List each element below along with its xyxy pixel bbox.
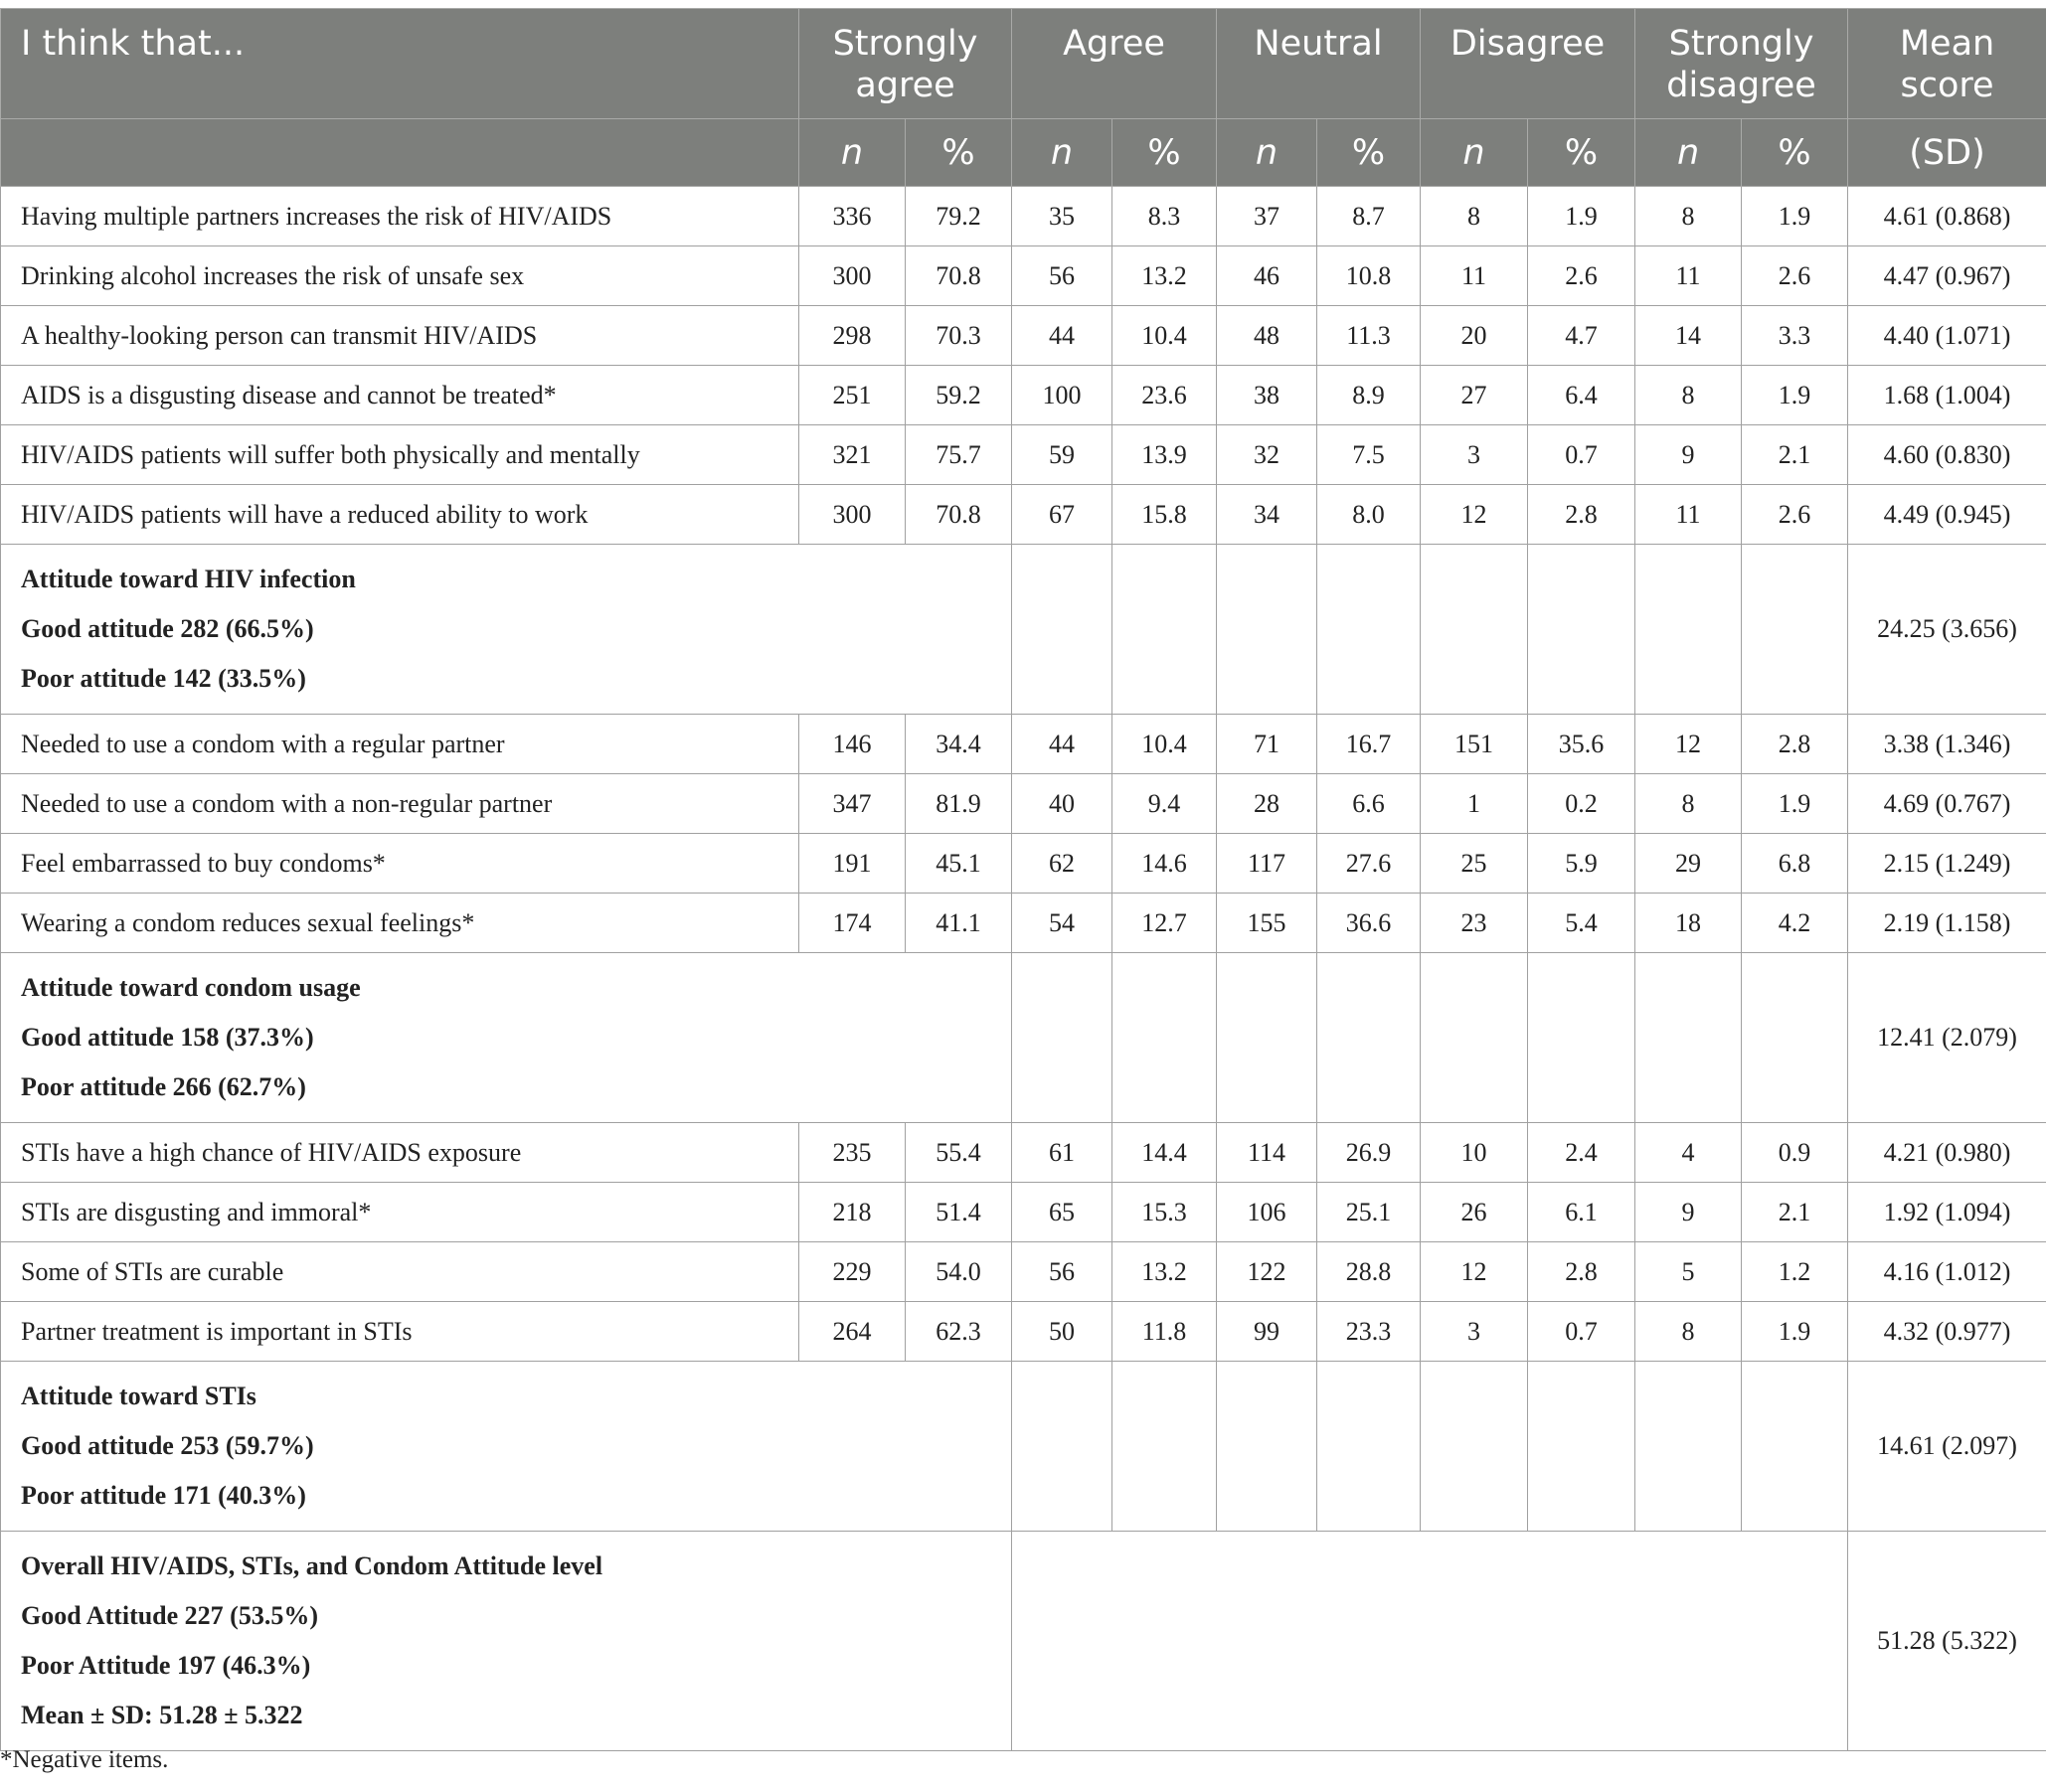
empty-cell (1012, 1532, 1848, 1751)
cell-sa-n: 191 (799, 834, 906, 894)
cell-sa-p: 41.1 (906, 894, 1012, 953)
cell-sd-n: 4 (1635, 1123, 1742, 1183)
empty-cell (1528, 1362, 1635, 1532)
cell-d-n: 11 (1421, 246, 1528, 306)
cell-ne-p: 26.9 (1317, 1123, 1421, 1183)
header-row-2 (1, 119, 2046, 187)
cell-ne-n: 155 (1217, 894, 1317, 953)
table-row (1, 1302, 2046, 1362)
item-label: AIDS is a disgusting disease and cannot be treated* (1, 366, 799, 425)
summary-row (1, 545, 2046, 715)
cell-a-n: 35 (1012, 187, 1112, 246)
cell-a-p: 9.4 (1112, 774, 1217, 834)
empty-cell (1528, 953, 1635, 1123)
table-row (1, 246, 2046, 306)
cell-d-n: 151 (1421, 715, 1528, 774)
summary-poor: Poor attitude 171 (40.3%) (21, 1481, 306, 1510)
cell-mean-score: 4.40 (1.071) (1848, 306, 2046, 366)
item-label: Needed to use a condom with a non-regular partner (1, 774, 799, 834)
cell-d-p: 5.4 (1528, 894, 1635, 953)
cell-mean-score: 4.61 (0.868) (1848, 187, 2046, 246)
cell-a-n: 59 (1012, 425, 1112, 485)
empty-cell (1317, 545, 1421, 715)
cell-sd-p: 0.9 (1742, 1123, 1848, 1183)
cell-d-p: 0.7 (1528, 1302, 1635, 1362)
empty-cell (1742, 953, 1848, 1123)
overall-meansd: Mean ± SD: 51.28 ± 5.322 (21, 1701, 303, 1729)
overall-row (1, 1532, 2046, 1751)
summary-label (1, 545, 1012, 715)
item-label: HIV/AIDS patients will have a reduced ability to work (1, 485, 799, 545)
table-row (1, 306, 2046, 366)
item-label: STIs have a high chance of HIV/AIDS exposure (1, 1123, 799, 1183)
empty-cell (1421, 1362, 1528, 1532)
cell-a-p: 15.3 (1112, 1183, 1217, 1242)
cell-ne-p: 10.8 (1317, 246, 1421, 306)
cell-sd-p: 1.2 (1742, 1242, 1848, 1302)
cell-a-p: 13.2 (1112, 246, 1217, 306)
cell-ne-n: 106 (1217, 1183, 1317, 1242)
cell-ne-n: 37 (1217, 187, 1317, 246)
cell-ne-p: 11.3 (1317, 306, 1421, 366)
header-item: I think that... (1, 9, 799, 119)
cell-a-n: 62 (1012, 834, 1112, 894)
cell-a-p: 10.4 (1112, 306, 1217, 366)
cell-sa-p: 62.3 (906, 1302, 1012, 1362)
cell-sa-p: 59.2 (906, 366, 1012, 425)
cell-mean-score: 1.68 (1.004) (1848, 366, 2046, 425)
summary-row (1, 1362, 2046, 1532)
cell-sa-n: 235 (799, 1123, 906, 1183)
cell-d-p: 5.9 (1528, 834, 1635, 894)
cell-ne-n: 34 (1217, 485, 1317, 545)
cell-a-p: 13.2 (1112, 1242, 1217, 1302)
header-n: n (1217, 119, 1317, 187)
cell-sa-n: 300 (799, 246, 906, 306)
header-sd: (SD) (1848, 119, 2046, 187)
attitude-table-container (0, 8, 2046, 1751)
cell-a-p: 11.8 (1112, 1302, 1217, 1362)
cell-ne-n: 32 (1217, 425, 1317, 485)
overall-poor: Poor Attitude 197 (46.3%) (21, 1651, 311, 1680)
cell-sa-n: 251 (799, 366, 906, 425)
cell-a-n: 65 (1012, 1183, 1112, 1242)
cell-a-p: 12.7 (1112, 894, 1217, 953)
empty-cell (1317, 1362, 1421, 1532)
cell-sd-n: 8 (1635, 187, 1742, 246)
cell-ne-n: 28 (1217, 774, 1317, 834)
cell-a-n: 44 (1012, 306, 1112, 366)
summary-poor: Poor attitude 266 (62.7%) (21, 1072, 306, 1101)
table-row (1, 774, 2046, 834)
cell-d-p: 6.4 (1528, 366, 1635, 425)
summary-title: Attitude toward condom usage (21, 973, 361, 1002)
empty-cell (1317, 953, 1421, 1123)
cell-sd-n: 14 (1635, 306, 1742, 366)
cell-ne-n: 117 (1217, 834, 1317, 894)
cell-ne-n: 46 (1217, 246, 1317, 306)
cell-sa-n: 229 (799, 1242, 906, 1302)
cell-a-n: 67 (1012, 485, 1112, 545)
cell-sa-n: 264 (799, 1302, 906, 1362)
summary-label (1, 953, 1012, 1123)
empty-cell (1742, 545, 1848, 715)
empty-cell (1528, 545, 1635, 715)
empty-cell (1635, 545, 1742, 715)
table-row (1, 1242, 2046, 1302)
footnote: *Negative items. (0, 1746, 169, 1773)
cell-a-n: 56 (1012, 1242, 1112, 1302)
cell-d-p: 2.8 (1528, 1242, 1635, 1302)
empty-cell (1012, 1362, 1112, 1532)
cell-sd-p: 2.1 (1742, 1183, 1848, 1242)
table-row (1, 366, 2046, 425)
empty-cell (1217, 545, 1317, 715)
summary-poor: Poor attitude 142 (33.5%) (21, 664, 306, 693)
cell-mean-score: 4.69 (0.767) (1848, 774, 2046, 834)
item-label: STIs are disgusting and immoral* (1, 1183, 799, 1242)
cell-a-n: 100 (1012, 366, 1112, 425)
cell-a-p: 10.4 (1112, 715, 1217, 774)
cell-sa-n: 174 (799, 894, 906, 953)
cell-d-n: 27 (1421, 366, 1528, 425)
cell-sd-p: 1.9 (1742, 187, 1848, 246)
cell-a-p: 15.8 (1112, 485, 1217, 545)
cell-sd-n: 5 (1635, 1242, 1742, 1302)
item-label: Having multiple partners increases the risk of HIV/AIDS (1, 187, 799, 246)
cell-ne-n: 114 (1217, 1123, 1317, 1183)
cell-sd-n: 8 (1635, 1302, 1742, 1362)
header-pct: % (1742, 119, 1848, 187)
header-n: n (1012, 119, 1112, 187)
cell-d-n: 25 (1421, 834, 1528, 894)
cell-a-n: 54 (1012, 894, 1112, 953)
cell-sd-n: 11 (1635, 246, 1742, 306)
cell-sd-n: 18 (1635, 894, 1742, 953)
cell-sa-p: 81.9 (906, 774, 1012, 834)
cell-a-p: 8.3 (1112, 187, 1217, 246)
cell-d-n: 12 (1421, 485, 1528, 545)
cell-sa-p: 70.8 (906, 485, 1012, 545)
empty-cell (1217, 953, 1317, 1123)
cell-ne-p: 25.1 (1317, 1183, 1421, 1242)
cell-ne-p: 16.7 (1317, 715, 1421, 774)
summary-good: Good attitude 282 (66.5%) (21, 614, 314, 643)
cell-sd-n: 9 (1635, 425, 1742, 485)
summary-row (1, 953, 2046, 1123)
summary-label (1, 1362, 1012, 1532)
header-mean-score: Mean score (1848, 9, 2046, 119)
table-row (1, 187, 2046, 246)
overall-label (1, 1532, 1012, 1751)
cell-a-n: 56 (1012, 246, 1112, 306)
cell-mean-score: 1.92 (1.094) (1848, 1183, 2046, 1242)
cell-d-n: 3 (1421, 1302, 1528, 1362)
cell-mean-score: 2.19 (1.158) (1848, 894, 2046, 953)
cell-sd-n: 11 (1635, 485, 1742, 545)
cell-a-p: 13.9 (1112, 425, 1217, 485)
cell-sa-p: 55.4 (906, 1123, 1012, 1183)
empty-cell (1635, 953, 1742, 1123)
cell-ne-p: 8.0 (1317, 485, 1421, 545)
cell-sd-n: 12 (1635, 715, 1742, 774)
cell-mean-score: 2.15 (1.249) (1848, 834, 2046, 894)
cell-d-n: 12 (1421, 1242, 1528, 1302)
cell-d-n: 8 (1421, 187, 1528, 246)
cell-d-p: 35.6 (1528, 715, 1635, 774)
summary-good: Good attitude 253 (59.7%) (21, 1431, 314, 1460)
empty-cell (1012, 953, 1112, 1123)
cell-ne-n: 48 (1217, 306, 1317, 366)
cell-sd-p: 1.9 (1742, 774, 1848, 834)
cell-sd-n: 8 (1635, 774, 1742, 834)
empty-cell (1112, 1362, 1217, 1532)
cell-d-n: 10 (1421, 1123, 1528, 1183)
cell-d-n: 26 (1421, 1183, 1528, 1242)
summary-mean: 14.61 (2.097) (1848, 1362, 2046, 1532)
summary-title: Attitude toward HIV infection (21, 565, 356, 593)
table-row (1, 1183, 2046, 1242)
cell-sd-p: 4.2 (1742, 894, 1848, 953)
empty-cell (1635, 1362, 1742, 1532)
header-strongly-agree: Strongly agree (799, 9, 1012, 119)
cell-sa-p: 79.2 (906, 187, 1012, 246)
cell-ne-p: 27.6 (1317, 834, 1421, 894)
cell-sa-p: 70.8 (906, 246, 1012, 306)
cell-mean-score: 4.32 (0.977) (1848, 1302, 2046, 1362)
cell-mean-score: 4.16 (1.012) (1848, 1242, 2046, 1302)
item-label: Needed to use a condom with a regular partner (1, 715, 799, 774)
item-label: Partner treatment is important in STIs (1, 1302, 799, 1362)
cell-d-p: 6.1 (1528, 1183, 1635, 1242)
cell-ne-p: 8.9 (1317, 366, 1421, 425)
cell-a-p: 23.6 (1112, 366, 1217, 425)
cell-sd-p: 2.6 (1742, 485, 1848, 545)
header-n: n (1635, 119, 1742, 187)
empty-cell (1112, 953, 1217, 1123)
attitude-table (0, 8, 2046, 1751)
cell-sa-n: 146 (799, 715, 906, 774)
item-label: Drinking alcohol increases the risk of unsafe sex (1, 246, 799, 306)
cell-mean-score: 4.60 (0.830) (1848, 425, 2046, 485)
cell-ne-p: 7.5 (1317, 425, 1421, 485)
summary-mean: 12.41 (2.079) (1848, 953, 2046, 1123)
item-label: HIV/AIDS patients will suffer both physically and mentally (1, 425, 799, 485)
cell-a-n: 44 (1012, 715, 1112, 774)
table-row (1, 834, 2046, 894)
cell-d-p: 4.7 (1528, 306, 1635, 366)
header-pct: % (906, 119, 1012, 187)
cell-sd-p: 1.9 (1742, 366, 1848, 425)
header-strongly-disagree: Strongly disagree (1635, 9, 1848, 119)
cell-sa-n: 300 (799, 485, 906, 545)
cell-mean-score: 4.47 (0.967) (1848, 246, 2046, 306)
cell-a-p: 14.6 (1112, 834, 1217, 894)
cell-d-n: 23 (1421, 894, 1528, 953)
cell-ne-n: 38 (1217, 366, 1317, 425)
cell-a-n: 40 (1012, 774, 1112, 834)
cell-mean-score: 3.38 (1.346) (1848, 715, 2046, 774)
empty-cell (1421, 545, 1528, 715)
cell-sd-p: 2.1 (1742, 425, 1848, 485)
overall-good: Good Attitude 227 (53.5%) (21, 1601, 318, 1630)
cell-d-n: 1 (1421, 774, 1528, 834)
cell-ne-p: 6.6 (1317, 774, 1421, 834)
item-label: Feel embarrassed to buy condoms* (1, 834, 799, 894)
cell-sa-n: 218 (799, 1183, 906, 1242)
cell-d-p: 2.6 (1528, 246, 1635, 306)
cell-d-p: 1.9 (1528, 187, 1635, 246)
cell-sd-n: 29 (1635, 834, 1742, 894)
overall-title: Overall HIV/AIDS, STIs, and Condom Attitude level (21, 1551, 603, 1580)
cell-sd-p: 2.6 (1742, 246, 1848, 306)
header-agree: Agree (1012, 9, 1217, 119)
header-pct: % (1528, 119, 1635, 187)
empty-cell (1012, 545, 1112, 715)
table-row (1, 894, 2046, 953)
item-label: Some of STIs are curable (1, 1242, 799, 1302)
summary-mean: 24.25 (3.656) (1848, 545, 2046, 715)
cell-ne-p: 28.8 (1317, 1242, 1421, 1302)
cell-a-n: 61 (1012, 1123, 1112, 1183)
summary-good: Good attitude 158 (37.3%) (21, 1023, 314, 1052)
header-pct: % (1317, 119, 1421, 187)
item-label: A healthy-looking person can transmit HIV/AIDS (1, 306, 799, 366)
cell-ne-p: 36.6 (1317, 894, 1421, 953)
item-label: Wearing a condom reduces sexual feelings* (1, 894, 799, 953)
cell-mean-score: 4.21 (0.980) (1848, 1123, 2046, 1183)
cell-ne-n: 99 (1217, 1302, 1317, 1362)
cell-d-n: 20 (1421, 306, 1528, 366)
cell-mean-score: 4.49 (0.945) (1848, 485, 2046, 545)
header-row-1 (1, 9, 2046, 119)
summary-title: Attitude toward STIs (21, 1382, 256, 1410)
cell-d-p: 0.7 (1528, 425, 1635, 485)
cell-d-p: 0.2 (1528, 774, 1635, 834)
cell-a-n: 50 (1012, 1302, 1112, 1362)
cell-sa-n: 298 (799, 306, 906, 366)
cell-ne-n: 122 (1217, 1242, 1317, 1302)
cell-ne-p: 23.3 (1317, 1302, 1421, 1362)
cell-d-p: 2.4 (1528, 1123, 1635, 1183)
cell-sa-p: 51.4 (906, 1183, 1012, 1242)
cell-d-p: 2.8 (1528, 485, 1635, 545)
cell-sa-p: 70.3 (906, 306, 1012, 366)
header-n: n (1421, 119, 1528, 187)
header-n: n (799, 119, 906, 187)
empty-cell (1421, 953, 1528, 1123)
cell-sa-p: 54.0 (906, 1242, 1012, 1302)
cell-a-p: 14.4 (1112, 1123, 1217, 1183)
empty-cell (1112, 545, 1217, 715)
cell-sd-p: 6.8 (1742, 834, 1848, 894)
cell-sa-p: 75.7 (906, 425, 1012, 485)
cell-sa-n: 336 (799, 187, 906, 246)
cell-sd-p: 1.9 (1742, 1302, 1848, 1362)
cell-sd-p: 2.8 (1742, 715, 1848, 774)
header-pct: % (1112, 119, 1217, 187)
cell-ne-p: 8.7 (1317, 187, 1421, 246)
empty-cell (1217, 1362, 1317, 1532)
cell-sa-p: 34.4 (906, 715, 1012, 774)
cell-sd-n: 9 (1635, 1183, 1742, 1242)
cell-ne-n: 71 (1217, 715, 1317, 774)
table-row (1, 485, 2046, 545)
header-disagree: Disagree (1421, 9, 1635, 119)
empty-cell (1742, 1362, 1848, 1532)
header-blank (1, 119, 799, 187)
cell-d-n: 3 (1421, 425, 1528, 485)
table-row (1, 1123, 2046, 1183)
cell-sd-p: 3.3 (1742, 306, 1848, 366)
cell-sa-n: 347 (799, 774, 906, 834)
table-body (1, 187, 2046, 1751)
table-row (1, 715, 2046, 774)
cell-sa-p: 45.1 (906, 834, 1012, 894)
header-neutral: Neutral (1217, 9, 1421, 119)
overall-mean: 51.28 (5.322) (1848, 1532, 2046, 1751)
cell-sd-n: 8 (1635, 366, 1742, 425)
table-row (1, 425, 2046, 485)
cell-sa-n: 321 (799, 425, 906, 485)
